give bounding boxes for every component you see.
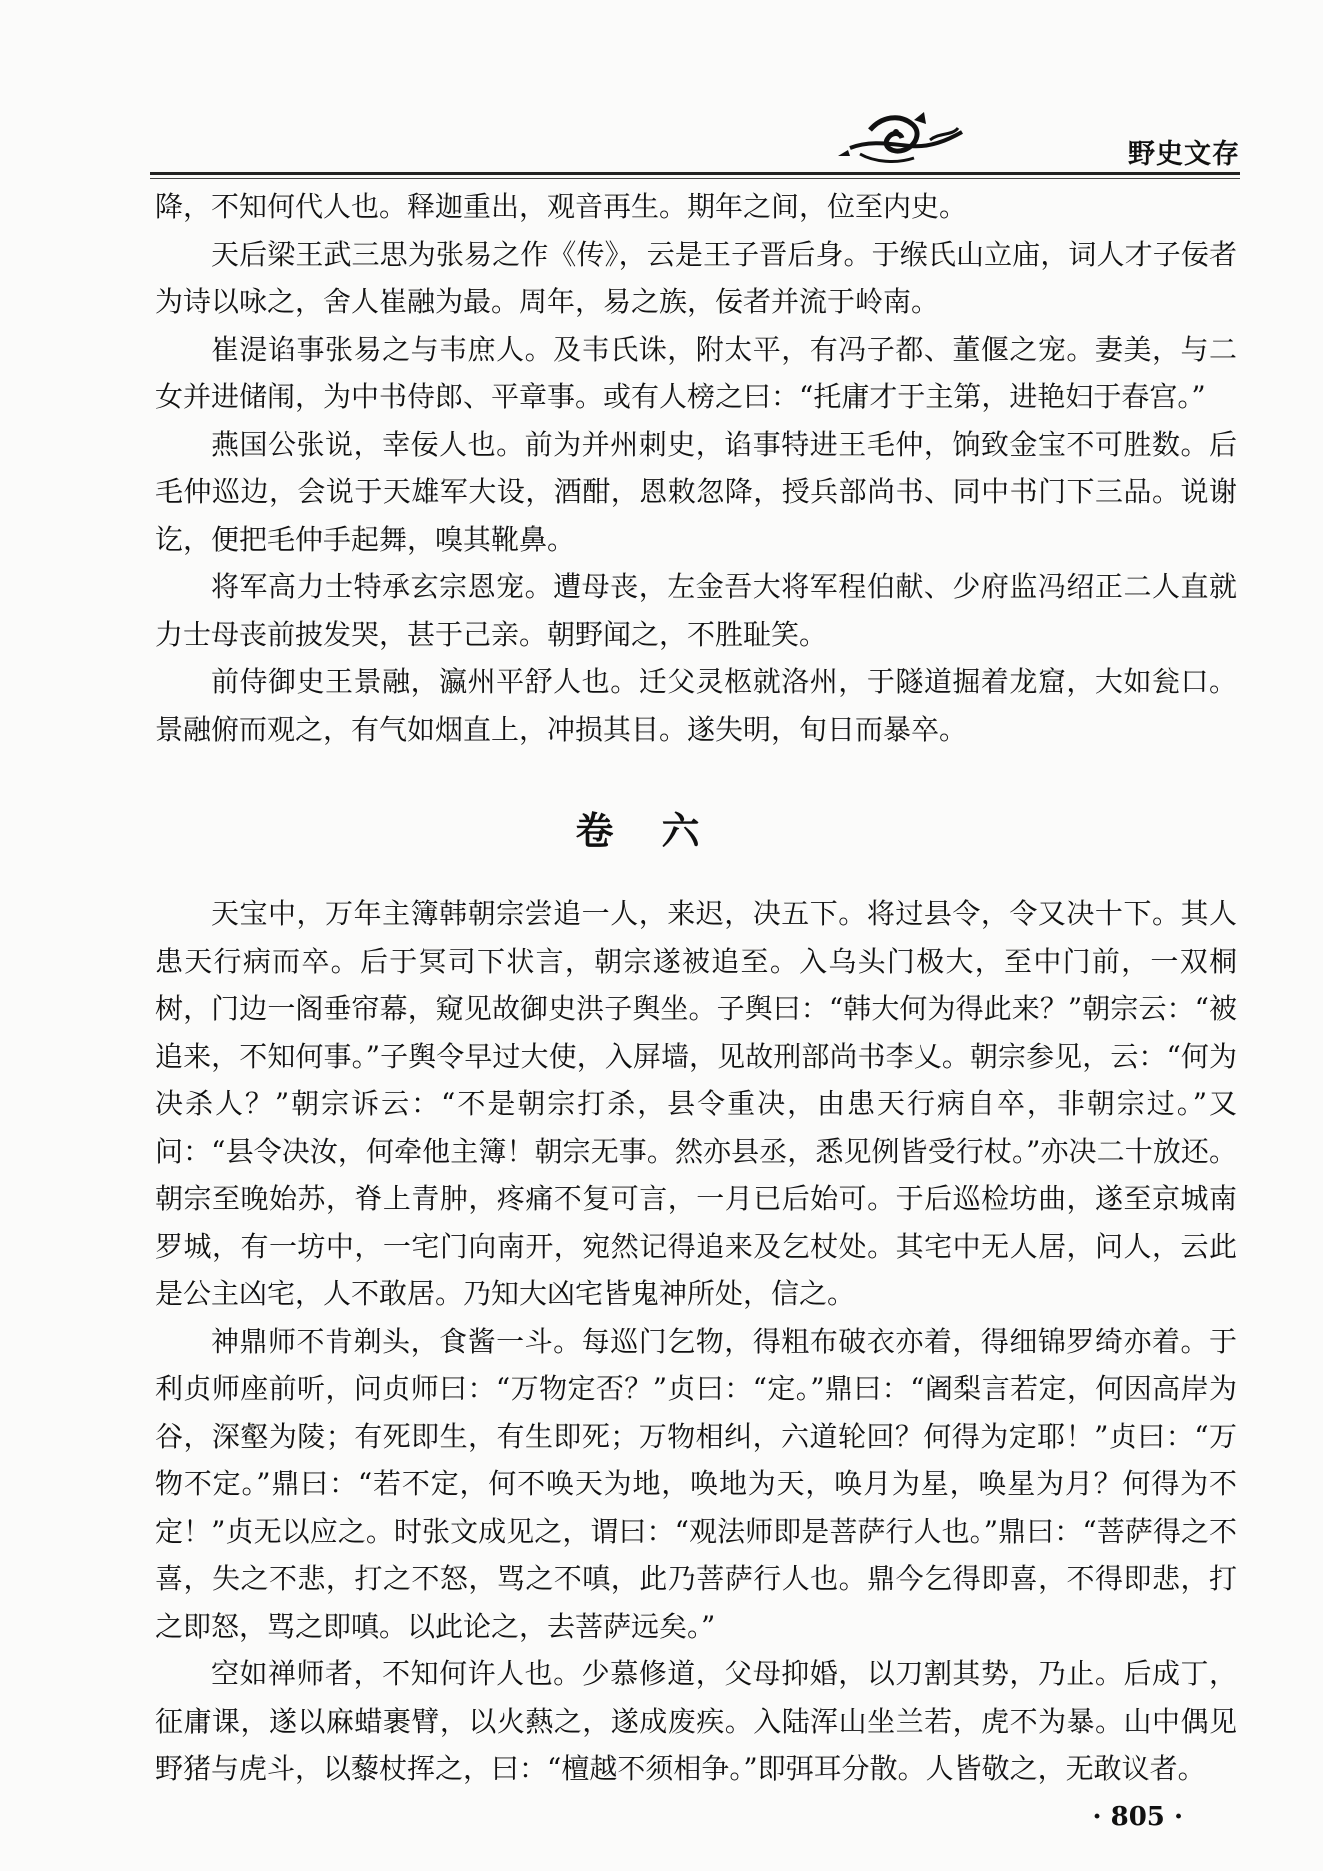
text-block-bottom: [155, 890, 1237, 1793]
paragraph: 降，不知何代人也。释迦重出，观音再生。期年之间，位至内史。: [155, 190, 968, 223]
header-rule-thin: [150, 178, 1240, 179]
paragraph: 空如禅师者，不知何许人也。少慕修道，父母抑婚，以刀割其势，乃止。后成丁，征庸课，遂以麻蜡裹臂，以火爇之，遂成废疾。入陆浑山坐兰若，虎不为暴。山中偶见野猪与虎斗，以藜杖挥之，曰：“檀越不须相争。”即弭耳分散。人皆敬之，无敢议者。: [155, 1657, 1237, 1785]
paragraph: 前侍御史王景融，瀛州平舒人也。迁父灵柩就洛州，于隧道掘着龙窟，大如瓮口。景融俯而观之，有气如烟直上，冲损其目。遂失明，旬日而暴卒。: [155, 665, 1237, 746]
paragraph: 崔湜谄事张易之与韦庶人。及韦氏诛，附太平，有冯子都、董偃之宠。妻美，与二女并进储闱，为中书侍郎、平章事。或有人榜之曰：“托庸才于主第，进艳妇于春宫。”: [155, 332, 1237, 413]
running-header: [150, 110, 1240, 176]
paragraph: 神鼎师不肯剃头，食酱一斗。每巡门乞物，得粗布破衣亦着，得细锦罗绮亦着。于利贞师座前听，问贞师曰：“万物定否？”贞曰：“定。”鼎曰：“阇梨言若定，何因高岸为谷，深壑为陵；有死即生，有生即死；万物相纠，六道轮回？何得为定耶！”贞曰：“万物不定。”鼎曰：“若不定，何不唤天为地，唤地为天，唤月为星，唤星为月？何得为不定！”贞无以应之。时张文成见之，谓曰：“观法师即是菩萨行人也。”鼎曰：“菩萨得之不喜，失之不悲，打之不怒，骂之不嗔，此乃菩萨行人也。鼎今乞得即喜，不得即悲，打之即怒，骂之即嗔。以此论之，去菩萨远矣。”: [155, 1324, 1237, 1643]
page-number: · 805 ·: [1092, 1802, 1183, 1832]
header-rule: [150, 172, 1240, 175]
paragraph: 燕国公张说，幸佞人也。前为并州刺史，谄事特进王毛仲，饷致金宝不可胜数。后毛仲巡边，会说于天雄军大设，酒酣，恩敕忽降，授兵部尚书、同中书门下三品。说谢讫，便把毛仲手起舞，嗅其靴鼻。: [155, 427, 1237, 556]
dragon-emblem-icon: [830, 110, 1040, 170]
paragraph: 天后梁王武三思为张易之作《传》，云是王子晋后身。于缑氏山立庙，词人才子佞者为诗以咏之，舍人崔融为最。周年，易之族，佞者并流于岭南。: [155, 237, 1237, 318]
paragraph: 将军高力士特承玄宗恩宠。遭母丧，左金吾大将军程伯献、少府监冯绍正二人直就力士母丧前披发哭，甚于己亲。朝野闻之，不胜耻笑。: [155, 570, 1237, 651]
chapter-title: 卷六: [575, 809, 748, 853]
header-title: 野史文存: [1128, 139, 1240, 170]
text-block-top: [155, 183, 1237, 753]
paragraph: 天宝中，万年主簿韩朝宗尝追一人，来迟，决五下。将过县令，令又决十下。其人患天行病而卒。后于冥司下状言，朝宗遂被追至。入乌头门极大，至中门前，一双桐树，门边一阁垂帘幕，窥见故御史洪子舆坐。子舆曰：“韩大何为得此来？”朝宗云：“被追来，不知何事。”子舆令早过大使，入屏墙，见故刑部尚书李乂。朝宗参见，云：“何为决杀人？”朝宗诉云：“不是朝宗打杀，县令重决，由患天行病自卒，非朝宗过。”又问：“县令决汝，何牵他主簿！朝宗无事。然亦县丞，悉见例皆受行杖。”亦决二十放还。朝宗至晚始苏，脊上青肿，疼痛不复可言，一月已后始可。于后巡检坊曲，遂至京城南罗城，有一坊中，一宅门向南开，宛然记得追来及乞杖处。其宅中无人居，问人，云此是公主凶宅，人不敢居。乃知大凶宅皆鬼神所处，信之。: [155, 897, 1237, 1310]
